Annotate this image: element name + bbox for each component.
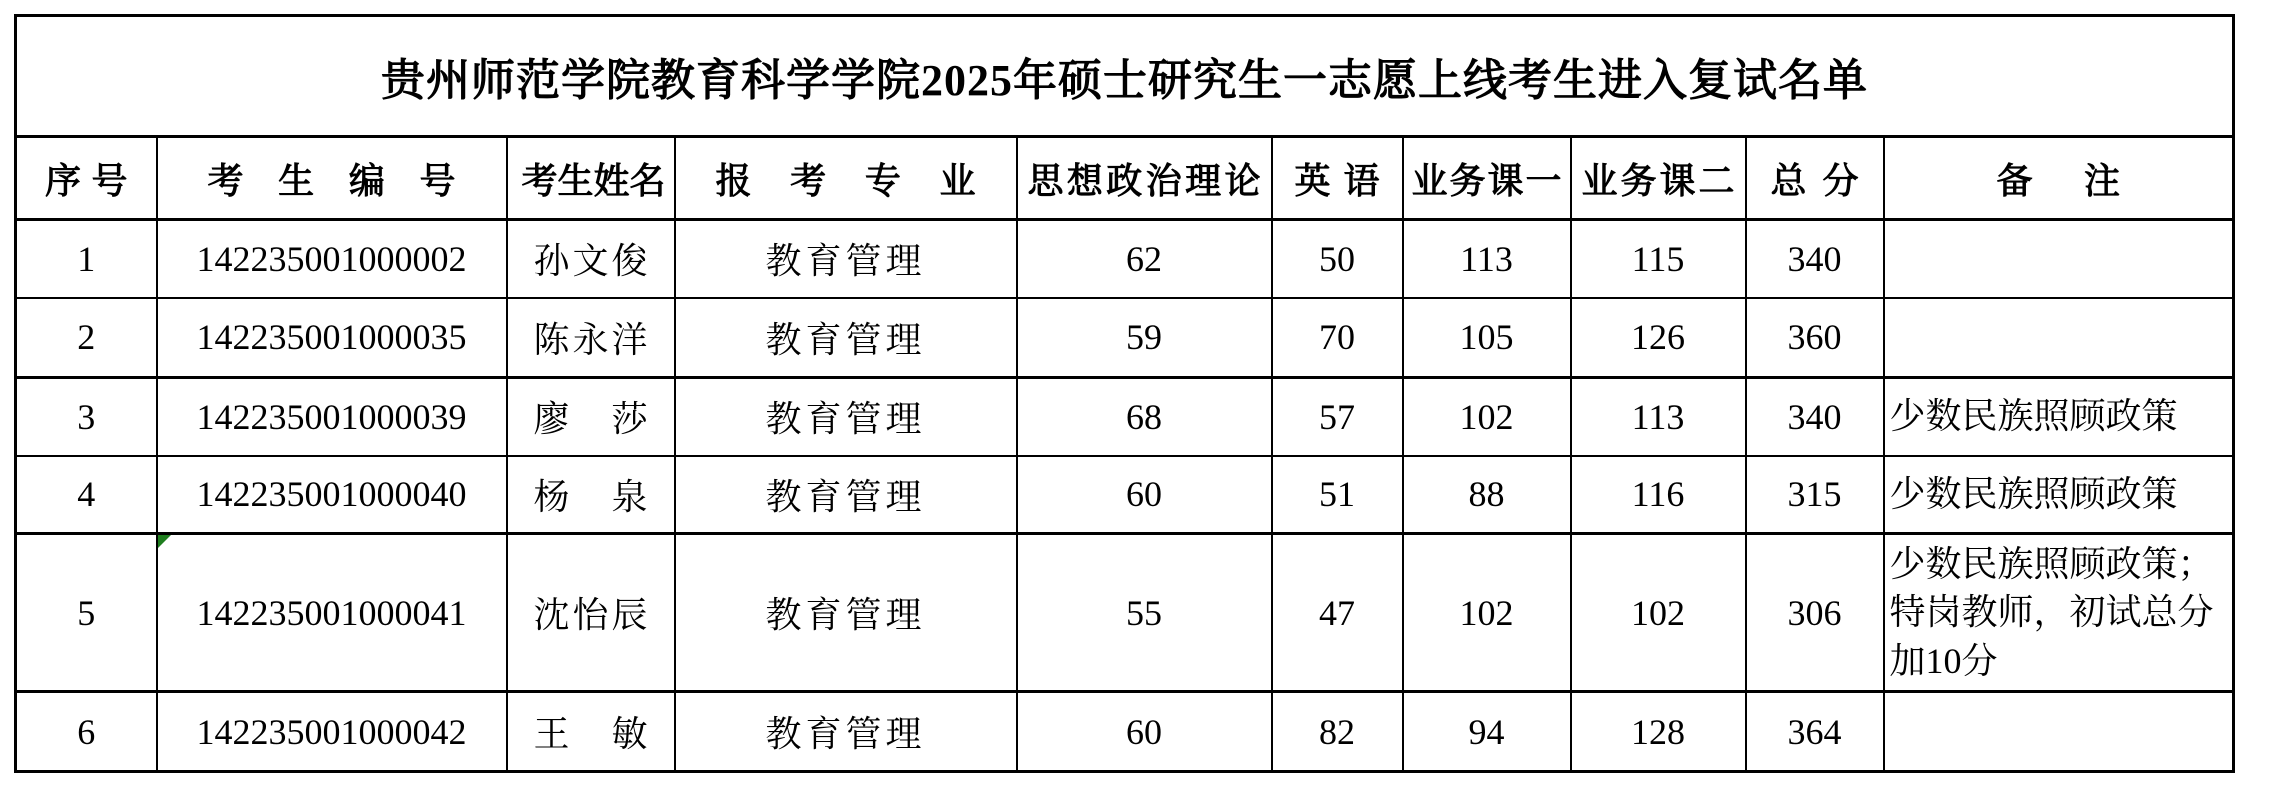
cell-candidate-name: 沈怡辰	[507, 534, 675, 692]
header-candidate-id: 考生编号	[157, 137, 507, 220]
cell-remark: 少数民族照顾政策	[1884, 456, 2234, 534]
cell-seq: 4	[16, 456, 157, 534]
cell-english: 82	[1272, 692, 1403, 772]
cell-english: 57	[1272, 378, 1403, 456]
cell-seq: 2	[16, 298, 157, 378]
cell-major: 教育管理	[675, 456, 1017, 534]
cell-candidate-name: 陈永洋	[507, 298, 675, 378]
cell-politics: 60	[1017, 692, 1272, 772]
cell-candidate-id: 142235001000039	[157, 378, 507, 456]
cell-course2: 116	[1571, 456, 1746, 534]
header-major: 报考专业	[675, 137, 1017, 220]
cell-total: 364	[1746, 692, 1884, 772]
table-title: 贵州师范学院教育科学学院2025年硕士研究生一志愿上线考生进入复试名单	[16, 16, 2234, 137]
cell-candidate-name: 王敏	[507, 692, 675, 772]
cell-course1: 105	[1403, 298, 1571, 378]
cell-politics: 62	[1017, 220, 1272, 298]
cell-english: 47	[1272, 534, 1403, 692]
table-header-row	[16, 137, 2234, 220]
cell-candidate-id: 142235001000002	[157, 220, 507, 298]
cell-remark	[1884, 220, 2234, 298]
cell-candidate-name: 孙文俊	[507, 220, 675, 298]
header-total: 总分	[1746, 137, 1884, 220]
green-corner-triangle	[158, 535, 171, 548]
cell-total: 340	[1746, 378, 1884, 456]
cell-major: 教育管理	[675, 298, 1017, 378]
table-row	[16, 534, 2234, 692]
cell-course1: 102	[1403, 378, 1571, 456]
cell-course1: 102	[1403, 534, 1571, 692]
cell-english: 51	[1272, 456, 1403, 534]
header-course2: 业务课二	[1571, 137, 1746, 220]
cell-course1: 94	[1403, 692, 1571, 772]
cell-total: 360	[1746, 298, 1884, 378]
cell-remark: 少数民族照顾政策；特岗教师，初试总分加10分	[1884, 534, 2234, 692]
cell-politics: 68	[1017, 378, 1272, 456]
cell-total: 306	[1746, 534, 1884, 692]
cell-course2: 113	[1571, 378, 1746, 456]
cell-course2: 128	[1571, 692, 1746, 772]
table-row	[16, 378, 2234, 456]
cell-total: 315	[1746, 456, 1884, 534]
cell-candidate-id	[157, 534, 507, 692]
cell-politics: 60	[1017, 456, 1272, 534]
cell-politics: 59	[1017, 298, 1272, 378]
cell-course1: 88	[1403, 456, 1571, 534]
cell-major: 教育管理	[675, 692, 1017, 772]
table-title-row	[16, 16, 2234, 137]
candidate-id-text: 142235001000041	[196, 592, 467, 633]
cell-seq: 5	[16, 534, 157, 692]
header-english: 英语	[1272, 137, 1403, 220]
cell-remark: 少数民族照顾政策	[1884, 378, 2234, 456]
table-row	[16, 298, 2234, 378]
cell-major: 教育管理	[675, 378, 1017, 456]
header-course1: 业务课一	[1403, 137, 1571, 220]
cell-candidate-id: 142235001000035	[157, 298, 507, 378]
retest-roster-table	[14, 14, 2235, 773]
cell-remark	[1884, 692, 2234, 772]
header-seq: 序号	[16, 137, 157, 220]
header-remark: 备注	[1884, 137, 2234, 220]
cell-course2: 126	[1571, 298, 1746, 378]
cell-english: 70	[1272, 298, 1403, 378]
cell-course1: 113	[1403, 220, 1571, 298]
table-row	[16, 692, 2234, 772]
cell-remark	[1884, 298, 2234, 378]
cell-major: 教育管理	[675, 220, 1017, 298]
cell-total: 340	[1746, 220, 1884, 298]
cell-candidate-id: 142235001000040	[157, 456, 507, 534]
cell-seq: 1	[16, 220, 157, 298]
table-row	[16, 456, 2234, 534]
cell-candidate-id: 142235001000042	[157, 692, 507, 772]
header-candidate-name: 考生姓名	[507, 137, 675, 220]
cell-candidate-name: 杨泉	[507, 456, 675, 534]
cell-english: 50	[1272, 220, 1403, 298]
cell-politics: 55	[1017, 534, 1272, 692]
header-politics: 思想政治理论	[1017, 137, 1272, 220]
cell-candidate-name: 廖莎	[507, 378, 675, 456]
cell-seq: 6	[16, 692, 157, 772]
cell-major: 教育管理	[675, 534, 1017, 692]
cell-course2: 102	[1571, 534, 1746, 692]
cell-seq: 3	[16, 378, 157, 456]
table-row	[16, 220, 2234, 298]
cell-course2: 115	[1571, 220, 1746, 298]
